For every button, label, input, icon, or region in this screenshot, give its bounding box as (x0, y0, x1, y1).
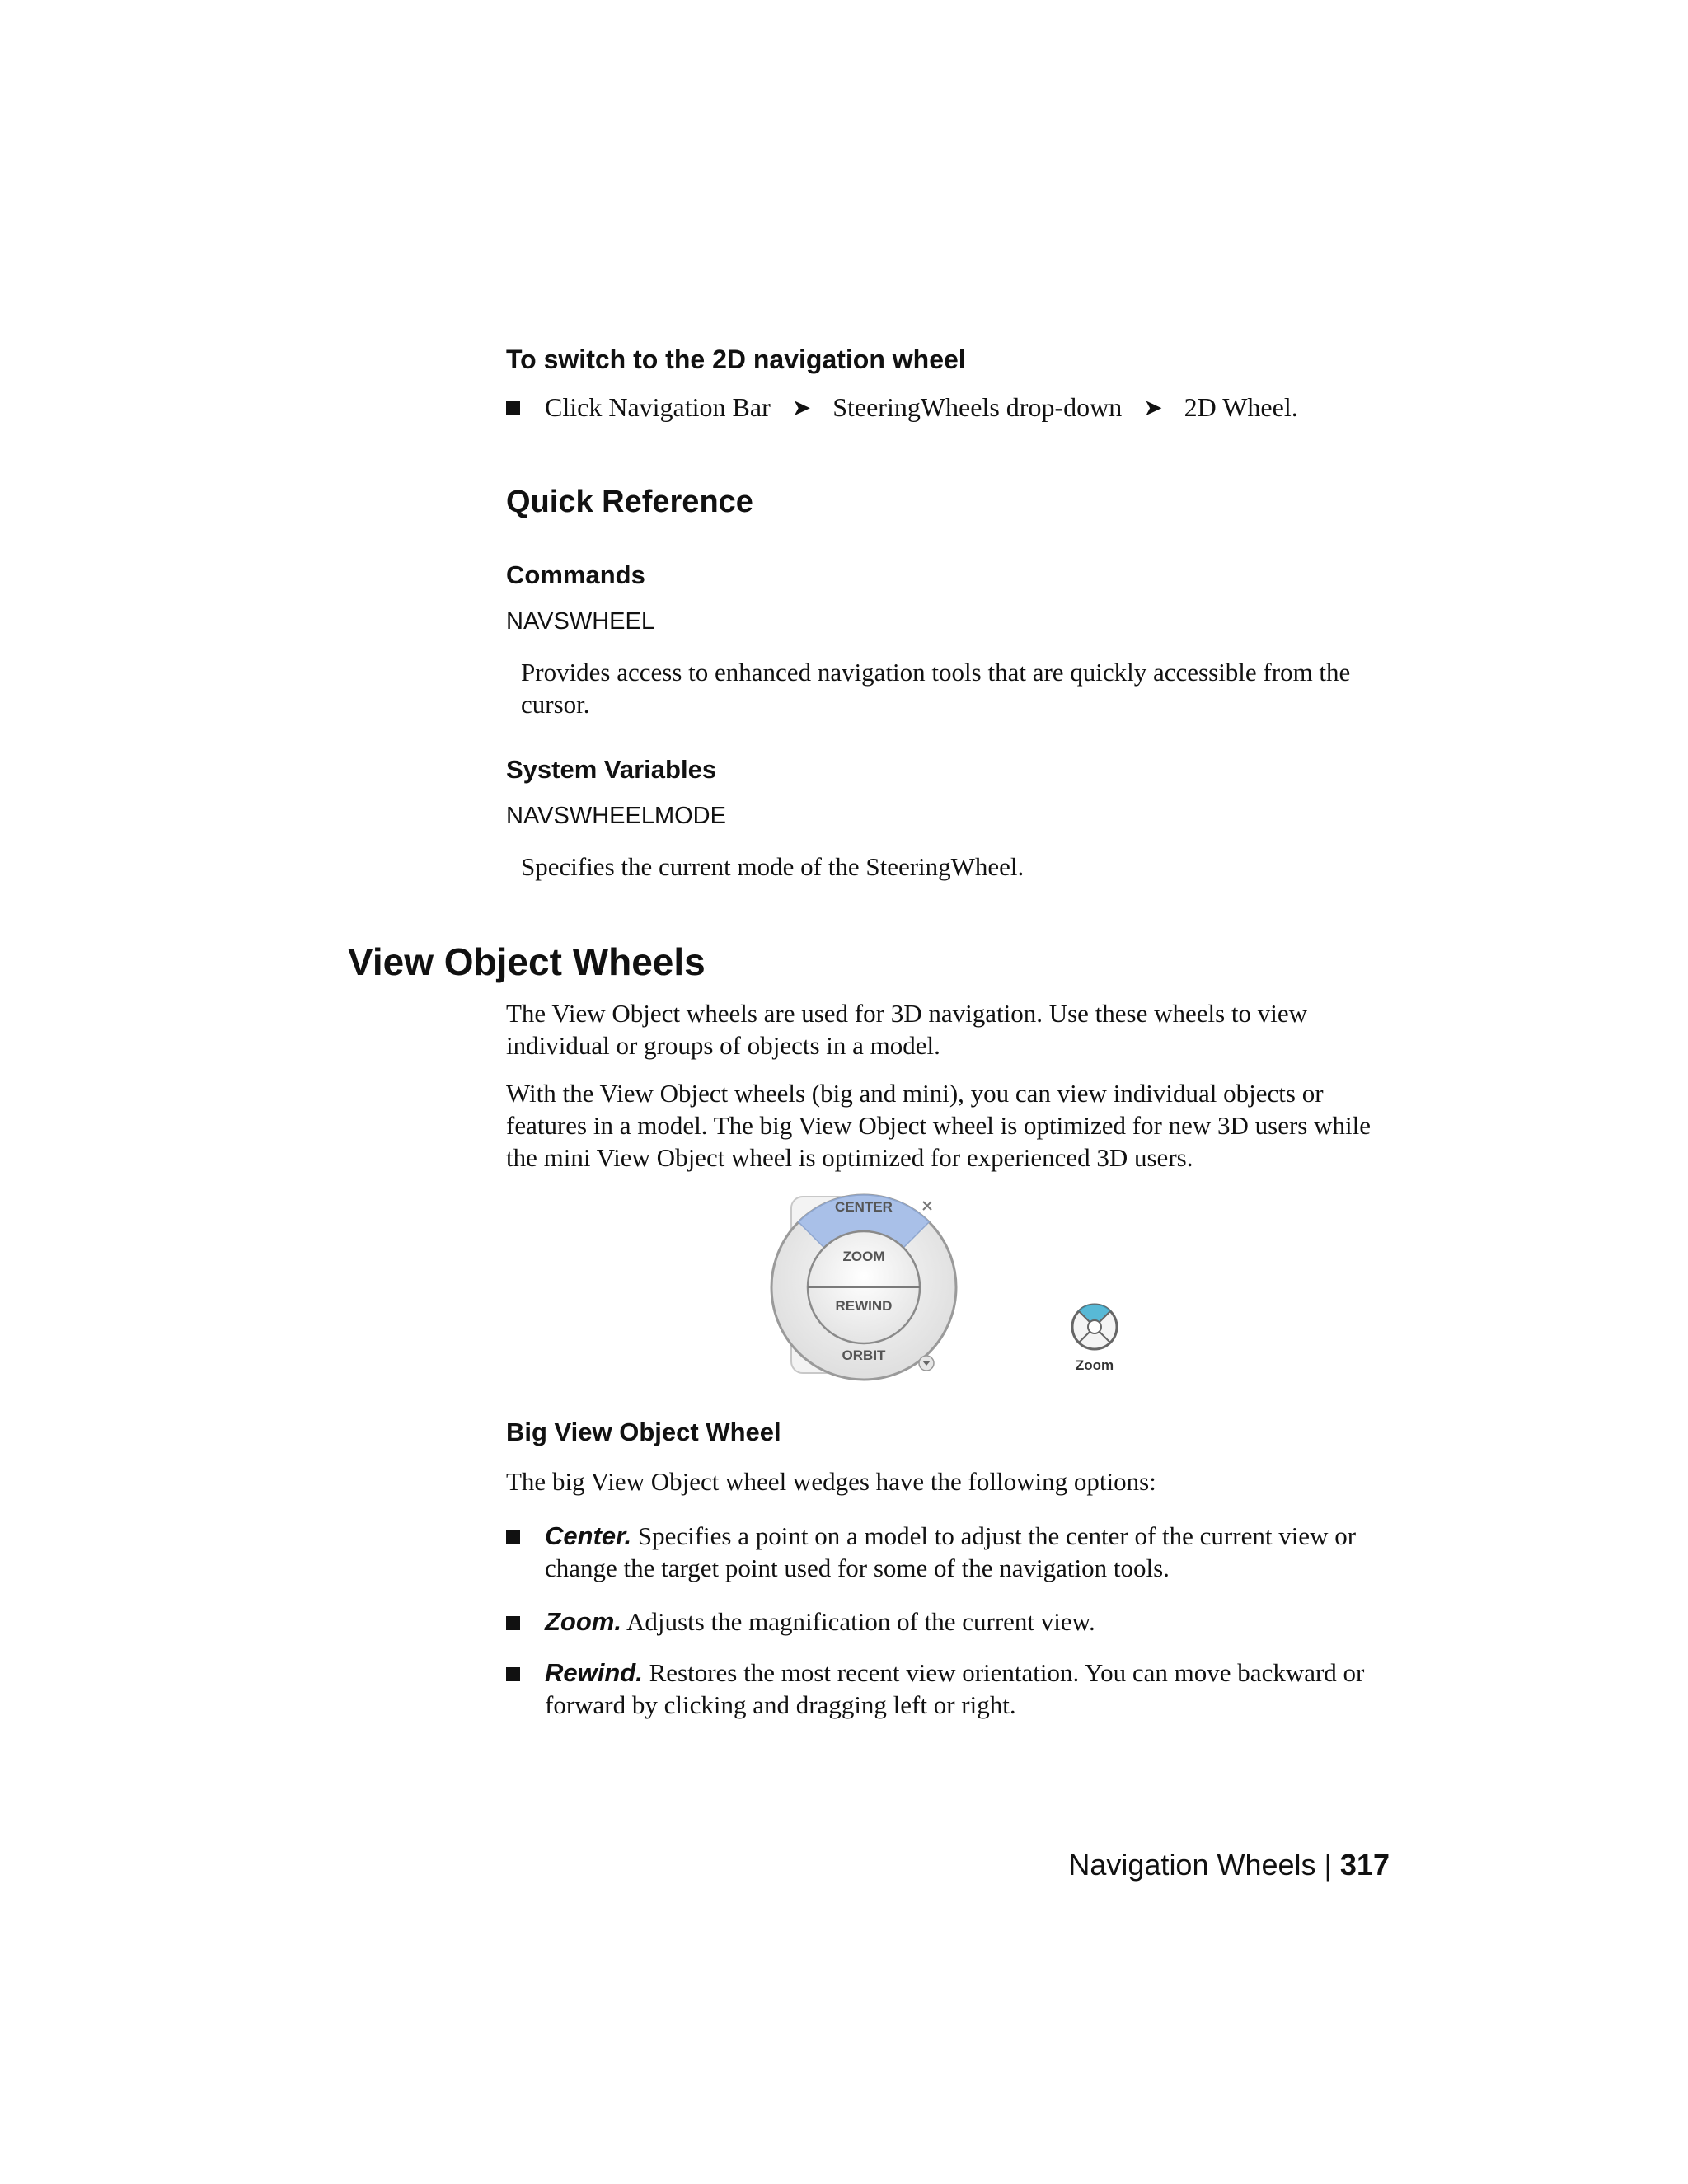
close-icon[interactable] (923, 1202, 931, 1210)
system-variable-description: Specifies the current mode of the SteeringWheel. (521, 852, 1025, 881)
footer-chapter: Navigation Wheels (1068, 1848, 1316, 1882)
bullet-icon (506, 1667, 520, 1681)
wheel-label-zoom[interactable]: ZOOM (842, 1249, 885, 1264)
list-item-text: Specifies a point on a model to adjust the center of the current view or change the target point used for some of the navigation tools. (545, 1521, 1357, 1582)
wheel-label-orbit[interactable]: ORBIT (842, 1347, 886, 1363)
footer-separator: | (1324, 1848, 1332, 1882)
procedure-title: To switch to the 2D navigation wheel (506, 344, 966, 374)
wheel-label-rewind[interactable]: REWIND (835, 1298, 893, 1314)
wheels-illustration (758, 1187, 1137, 1393)
big-view-object-wheel (771, 1195, 956, 1380)
big-wheel-heading: Big View Object Wheel (506, 1418, 781, 1446)
menu-dropdown-icon[interactable] (919, 1356, 934, 1371)
wheel-label-center[interactable]: CENTER (835, 1199, 893, 1215)
system-variables-heading: System Variables (506, 755, 717, 784)
arrow-right-icon: ➤ (791, 394, 812, 421)
list-item (506, 1605, 1404, 1638)
mini-wheel-label: Zoom (1075, 1357, 1114, 1373)
page-footer (1068, 1848, 1390, 1882)
step-part-3: 2D Wheel. (1184, 392, 1298, 422)
system-variable-name: NAVSWHEELMODE (506, 803, 726, 829)
step-part-1: Click Navigation Bar (545, 392, 771, 422)
arrow-right-icon: ➤ (1143, 394, 1163, 421)
list-item-term: Center. (545, 1521, 632, 1550)
list-item-text: Adjusts the magnification of the current view. (626, 1607, 1095, 1636)
section-title: View Object Wheels (348, 940, 706, 983)
bullet-icon (506, 1530, 520, 1544)
list-item (506, 1520, 1404, 1584)
command-description: Provides access to enhanced navigation tools that are quickly accessible from the cursor. (521, 658, 1351, 719)
list-item-term: Rewind. (545, 1658, 643, 1687)
view-object-wheels-figure (758, 1187, 1137, 1393)
big-wheel-intro: The big View Object wheel wedges have the following options: (506, 1467, 1156, 1496)
command-name: NAVSWHEEL (506, 608, 654, 635)
section-paragraph-1: The View Object wheels are used for 3D navigation. Use these wheels to view individual or groups of objects in a model. (506, 999, 1308, 1060)
page-number: 317 (1339, 1848, 1390, 1882)
list-item-text: Restores the most recent view orientation. You can move backward or forward by clicking and dragging left or right. (545, 1658, 1365, 1719)
list-item (506, 1657, 1404, 1721)
commands-heading: Commands (506, 560, 645, 589)
mini-view-object-wheel (1072, 1305, 1117, 1373)
section-paragraph-2: With the View Object wheels (big and mini), you can view individual objects or features in a model. The big View Object wheel is optimized for new 3D users while the mini View Object wheel is optimized for experienced 3D users. (506, 1079, 1371, 1172)
step-part-2: SteeringWheels drop-down (832, 392, 1123, 422)
bullet-icon (506, 401, 520, 415)
bullet-icon (506, 1616, 520, 1630)
list-item-term: Zoom. (545, 1607, 621, 1636)
procedure-step (506, 392, 1298, 423)
quick-reference-heading: Quick Reference (506, 485, 753, 519)
